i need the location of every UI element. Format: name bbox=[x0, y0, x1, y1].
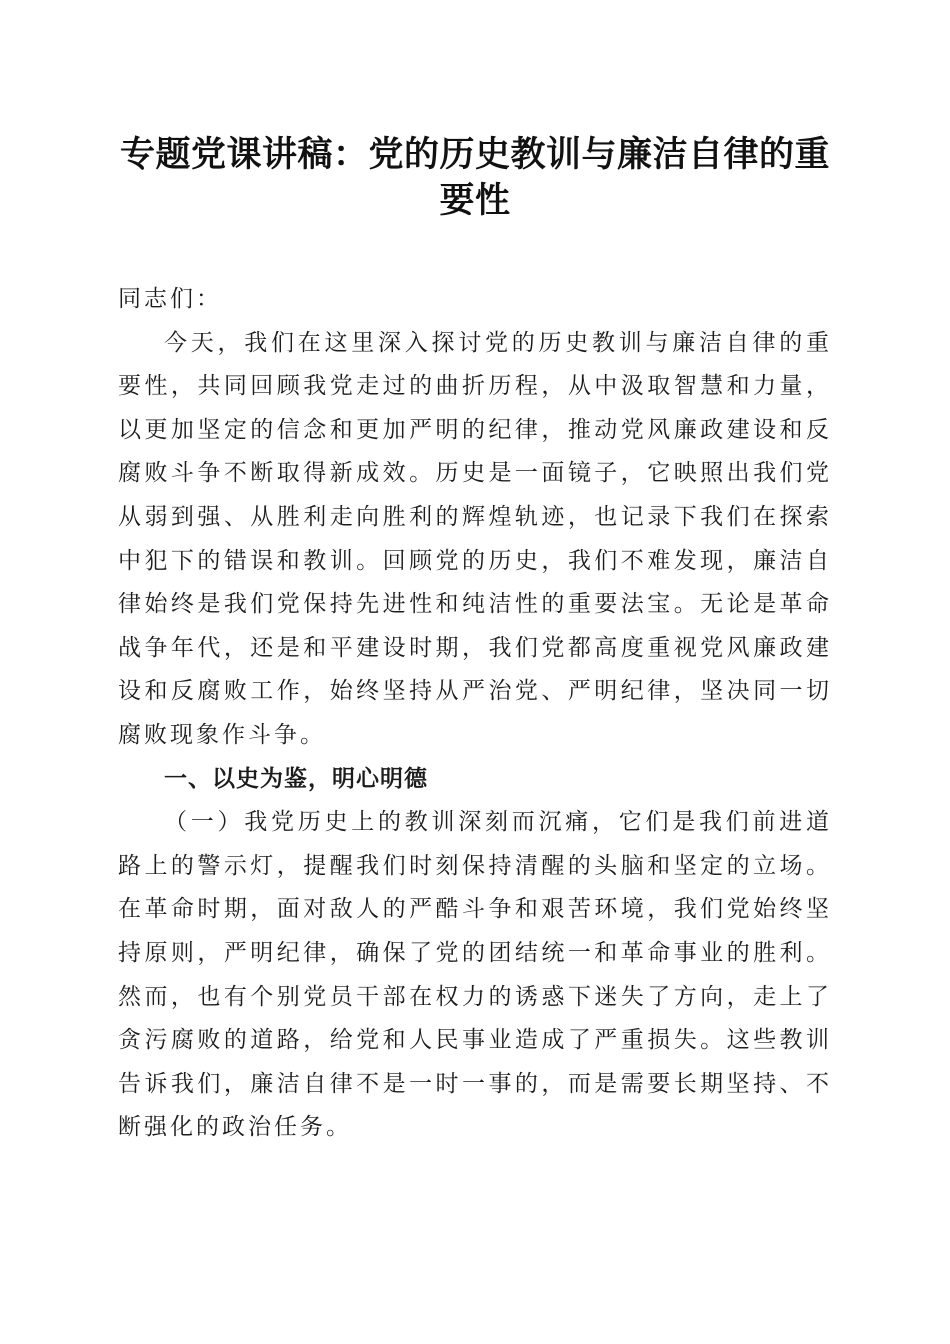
salutation: 同志们： bbox=[118, 286, 222, 312]
intro-paragraph: 今天，我们在这里深入探讨党的历史教训与廉洁自律的重要性，共同回顾我党走过的曲折历程，从中汲取智慧和力量，以更加坚定的信念和更加严明的纪律，推动党风廉政建设和反腐败斗争不断取得新成效。历史是一面镜子，它映照出我们党从弱到强、从胜利走向胜利的辉煌轨迹，也记录下我们在探索中犯下的错误和教训。回顾党的历史，我们不难发现，廉洁自律始终是我们党保持先进性和纯洁性的重要法宝。无论是革命战争年代，还是和平建设时期，我们党都高度重视党风廉政建设和反腐败工作，始终坚持从严治党、严明纪律，坚决同一切腐败现象作斗争。 bbox=[118, 329, 832, 748]
document-title: 专题党课讲稿：党的历史教训与廉洁自律的重要性 bbox=[119, 134, 830, 221]
subsection-lead-sentence: （一）我党历史上的教训深刻而沉痛，它们是我们前进道路上的警示灯，提醒我们时刻保持清醒的头脑和坚定的立场。 bbox=[118, 809, 832, 879]
subsection-body-text: 在革命时期，面对敌人的严酷斗争和艰苦环境，我们党始终坚持原则，严明纪律，确保了党的团结统一和革命事业的胜利。然而，也有个别党员干部在权力的诱惑下迷失了方向，走上了贪污腐败的道路，给党和人民事业造成了严重损失。这些教训告诉我们，廉洁自律不是一时一事的，而是需要长期坚持、不断强化的政治任务。 bbox=[118, 896, 832, 1141]
section-heading-1: 一、以史为鉴，明心明德 bbox=[164, 765, 428, 792]
document-body bbox=[118, 278, 832, 1150]
subsection-paragraph-1 bbox=[118, 801, 832, 1150]
